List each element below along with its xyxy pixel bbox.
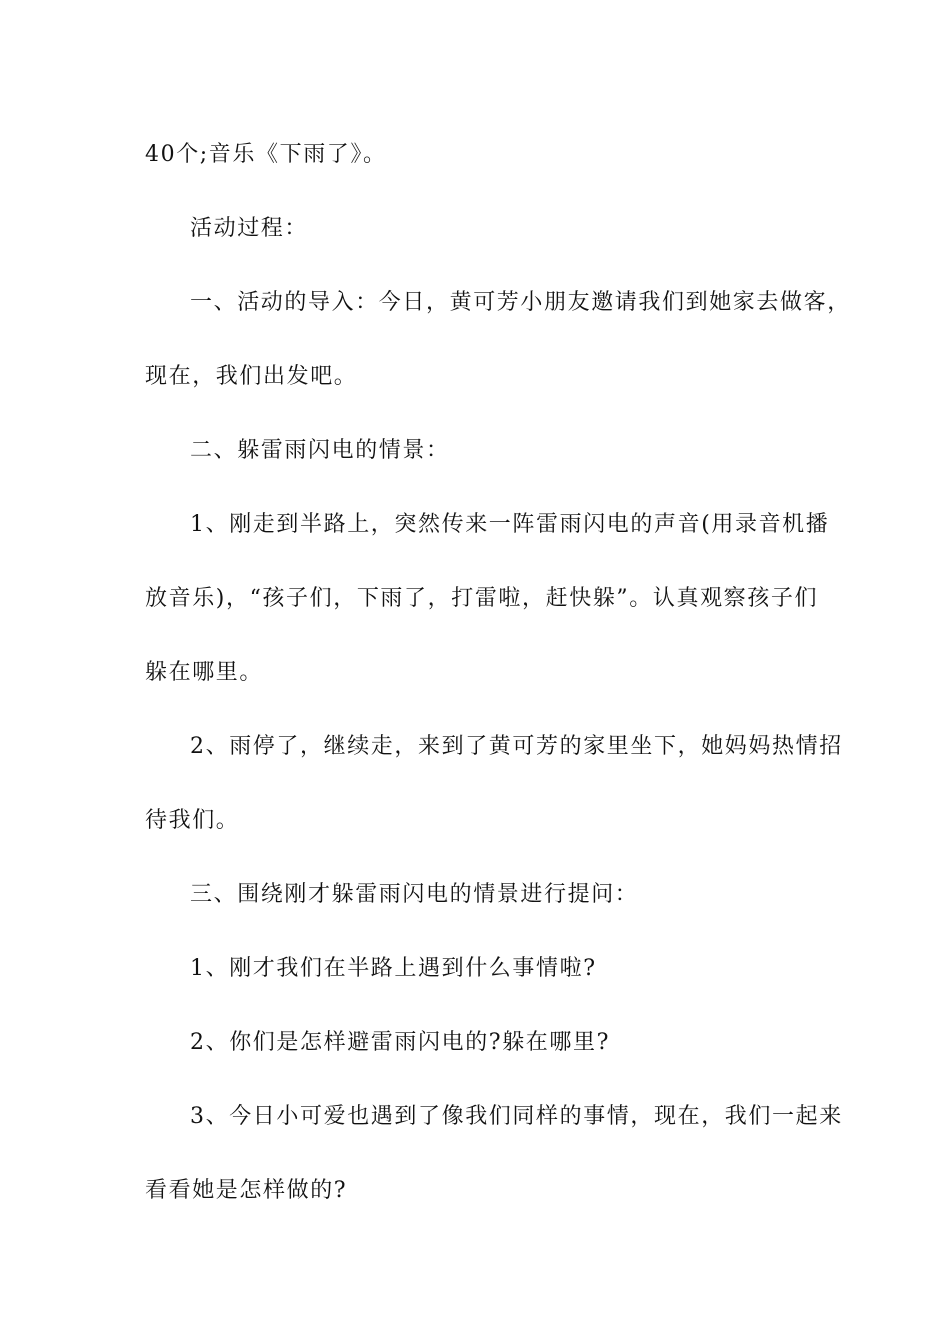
- text-line: 现在，我们出发吧。: [145, 364, 358, 389]
- text-line: 3、今日小可爱也遇到了像我们同样的事情，现在，我们一起来: [190, 1104, 843, 1129]
- section-heading: 活动过程：: [190, 216, 309, 241]
- text-line: 2、你们是怎样避雷雨闪电的?躲在哪里?: [190, 1030, 610, 1055]
- text-line: 躲在哪里。: [145, 660, 264, 685]
- text-line: 待我们。: [145, 808, 240, 833]
- text-line: 一、活动的导入：今日，黄可芳小朋友邀请我们到她家去做客，: [190, 290, 851, 315]
- text-line: 1、刚才我们在半路上遇到什么事情啦?: [190, 956, 597, 981]
- text-line: 2、雨停了，继续走，来到了黄可芳的家里坐下，她妈妈热情招: [190, 734, 843, 759]
- text-line: 看看她是怎样做的?: [145, 1178, 348, 1203]
- text-line: 放音乐)，“孩子们，下雨了，打雷啦，赶快躲”。认真观察孩子们: [145, 586, 819, 611]
- section-heading: 二、躲雷雨闪电的情景：: [190, 438, 450, 463]
- text-line: 40个;音乐《下雨了》。: [145, 142, 387, 167]
- section-heading: 三、围绕刚才躲雷雨闪电的情景进行提问：: [190, 882, 639, 907]
- text-line: 1、刚走到半路上，突然传来一阵雷雨闪电的声音(用录音机播: [190, 512, 830, 537]
